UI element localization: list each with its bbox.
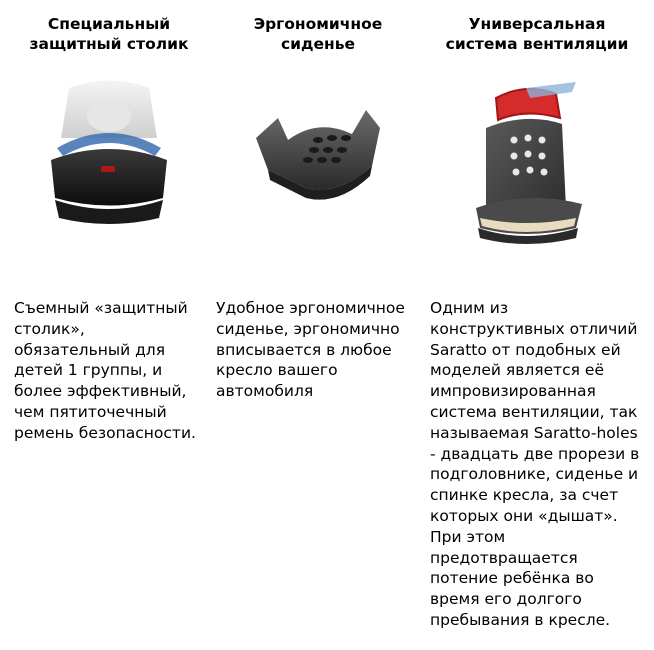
feature-title xyxy=(216,14,420,54)
title-line: защитный столик xyxy=(29,35,189,53)
protective-table-image xyxy=(14,78,204,258)
title-line: система вентиляции xyxy=(445,35,629,53)
ergonomic-seat-image xyxy=(216,78,420,258)
title-line: Эргономичное сиденье xyxy=(253,15,383,53)
title-line: Специальный xyxy=(47,15,171,33)
ventilation-seat-image xyxy=(430,78,644,258)
feature-description: Удобное эргономичное сиденье, эргономично вписывается в любое кресло вашего автомобиля xyxy=(216,299,405,401)
feature-title xyxy=(14,14,204,54)
feature-title xyxy=(430,14,644,54)
title-line: Универсальная xyxy=(468,15,606,33)
feature-description: Одним из конструктивных отличий Saratto от подобных ей моделей является её импровизированная система вентиляции, так называемая Saratto-holes - двадцать две прорези в подголовнике, сиденье и спинке кресла, за счет которых они «дышат». При этом предотвращается потение ребёнка во время его долгого пребывания в кресле. xyxy=(430,299,640,629)
feature-description: Съемный «защитный столик», обязательный для детей 1 группы, и более эффективный, чем пятиточечный ремень безопасности. xyxy=(14,299,196,442)
